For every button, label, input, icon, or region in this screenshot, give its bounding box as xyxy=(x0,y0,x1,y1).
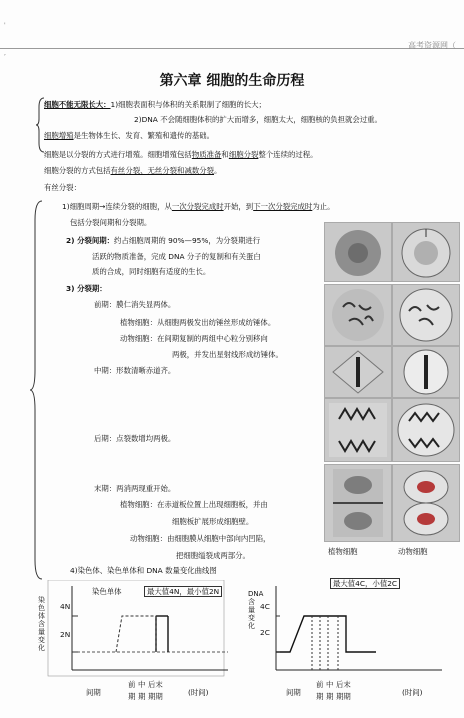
micrograph-metaphase-animal xyxy=(392,346,460,398)
tick-2C: 2C xyxy=(260,628,270,637)
callout-box: 最大值4N，最小值2N xyxy=(144,586,222,597)
x-label-qi: 期 xyxy=(326,692,334,701)
line-6: 有丝分裂： xyxy=(44,183,81,192)
line-15: 动物细胞：在间期复制的两组中心粒分别移向 xyxy=(120,334,268,343)
line-text: 开始，到 xyxy=(223,202,254,211)
line-22: 动物细胞：由细胞膜从细胞中部向内凹陷， xyxy=(130,534,271,543)
x-axis-label: (时间) xyxy=(188,688,209,697)
chapter-title: 第六章 细胞的生命历程 xyxy=(159,73,305,89)
series-line xyxy=(276,616,376,652)
margin-mark: ' xyxy=(4,22,6,29)
line-21: 细胞板扩展形成细胞壁。 xyxy=(172,517,254,526)
line-text: 为止。 xyxy=(312,202,335,211)
dna-chart xyxy=(246,576,460,704)
line-text: 整个连续的过程。 xyxy=(258,150,318,159)
header-rule xyxy=(0,48,464,49)
underlined-term: 一次分裂完成时 xyxy=(171,202,224,211)
line-5 xyxy=(44,166,221,175)
line-10: 活跃的物质准备，完成 DNA 分子的复制和有关蛋白 xyxy=(92,252,261,261)
micrograph-prophase-plant xyxy=(324,284,392,346)
line-7 xyxy=(62,202,335,211)
tick-2N: 2N xyxy=(60,630,71,639)
y-axis-label: DNA含量变化 xyxy=(248,590,264,630)
x-label-interphase: 间期 xyxy=(286,688,301,697)
brace-left xyxy=(36,97,46,153)
micrograph-prophase-animal xyxy=(392,284,460,346)
line-23: 把细胞缢裂成两部分。 xyxy=(176,551,250,560)
underlined-term: 有丝分裂、无丝分裂和减数分裂 xyxy=(110,166,215,175)
underlined-term: 细胞增殖 xyxy=(44,131,74,140)
line-4 xyxy=(44,150,318,159)
line-2: 2)DNA 不会随细胞体积的扩大而增多，细胞太大，细胞核的负担就会过重。 xyxy=(134,115,382,124)
line-11: 质的合成，同时细胞有适度的生长。 xyxy=(92,267,211,276)
x-label-qi: 期 xyxy=(138,692,146,701)
line-text: 和 xyxy=(221,150,229,159)
subheading: 2) 分裂间期： xyxy=(66,236,115,245)
line-16: 两极，并发出星射线形成纺锤体。 xyxy=(172,350,283,359)
tick-4C: 4C xyxy=(260,602,270,611)
caption-plant: 植物细胞 xyxy=(328,547,358,556)
callout-box: 最大值4C，小值2C xyxy=(330,578,400,589)
line-text: 1)细胞周期→连续分裂的细胞，从 xyxy=(62,202,172,211)
line-1 xyxy=(44,100,266,109)
line-text: 是生物体生长、发育、繁殖和遗传的基础。 xyxy=(73,131,215,140)
micrograph-metaphase-plant xyxy=(324,346,392,398)
margin-mark: , xyxy=(4,50,6,57)
x-label-meta: 中 xyxy=(326,680,334,689)
underlined-term: 物质准备 xyxy=(191,150,222,159)
micrograph-telophase-animal xyxy=(392,464,460,542)
underlined-term: 下一次分裂完成时 xyxy=(253,202,313,211)
x-label-qi: 期 xyxy=(128,692,136,701)
line-12: 3) 分裂期： xyxy=(66,284,107,293)
x-label-qi: 期 xyxy=(316,692,324,701)
micrograph-anaphase-plant xyxy=(324,398,392,462)
micrograph-interphase-animal xyxy=(392,222,460,282)
line-18: 后期：点裂数增均两极。 xyxy=(94,434,176,443)
line-14: 植物细胞：从细胞两极发出纺锤丝形成纺锤体。 xyxy=(120,318,276,327)
line-8: 包括分裂间期和分裂期。 xyxy=(70,218,152,227)
caption-animal: 动物细胞 xyxy=(398,547,428,556)
x-label-ana-telo: 后末 xyxy=(336,680,351,689)
line-text: 细胞分裂的方式包括 xyxy=(44,166,111,175)
micrograph-telophase-plant xyxy=(324,464,392,542)
x-label-ana-telo: 后末 xyxy=(148,680,163,689)
x-label-pro: 前 xyxy=(316,680,324,689)
line-9 xyxy=(66,236,260,245)
micrograph-anaphase-animal xyxy=(392,398,460,462)
line-24: 4)染色体、染色单体和 DNA 数量变化曲线图 xyxy=(70,566,217,575)
x-axis-label: (时间) xyxy=(402,688,423,697)
line-text: 。 xyxy=(214,166,222,175)
brace-big xyxy=(30,200,44,580)
x-label-meta: 中 xyxy=(138,680,146,689)
y-axis-label: 染色体含量变化 xyxy=(38,596,45,652)
line-text: 约占细胞周期的 90%—95%，为分裂期进行 xyxy=(114,236,261,245)
x-label-pro: 前 xyxy=(128,680,136,689)
x-label-interphase: 间期 xyxy=(86,688,101,697)
heading-text: 细胞不能无限长大： xyxy=(44,100,111,109)
line-20: 植物细胞：在赤道板位置上出现细胞板，并由 xyxy=(120,500,268,509)
tick-4N: 4N xyxy=(60,602,71,611)
line-17: 中期：形数清晰赤道齐。 xyxy=(94,366,176,375)
underlined-term: 细胞分裂 xyxy=(228,150,259,159)
chromatid-line xyxy=(116,616,156,652)
line-text: 1)细胞表面积与体积的关系限制了细胞的长大； xyxy=(110,100,266,109)
legend-text: 染色单体 xyxy=(92,587,122,596)
line-3 xyxy=(44,131,214,140)
header-site-text: 高考资源网（ xyxy=(408,41,456,50)
line-19: 末期：两消两现重开始。 xyxy=(94,484,176,493)
chromosome-chart xyxy=(38,580,238,704)
line-text: 细胞是以分裂的方式进行增殖。细胞增殖包括 xyxy=(44,150,192,159)
line-13: 前期：膜仁消失显两体。 xyxy=(94,300,176,309)
x-label-qiqi: 期期 xyxy=(336,692,351,701)
x-label-qiqi: 期期 xyxy=(148,692,163,701)
micrograph-interphase-plant xyxy=(324,222,392,282)
dna-chart-svg xyxy=(246,576,460,704)
